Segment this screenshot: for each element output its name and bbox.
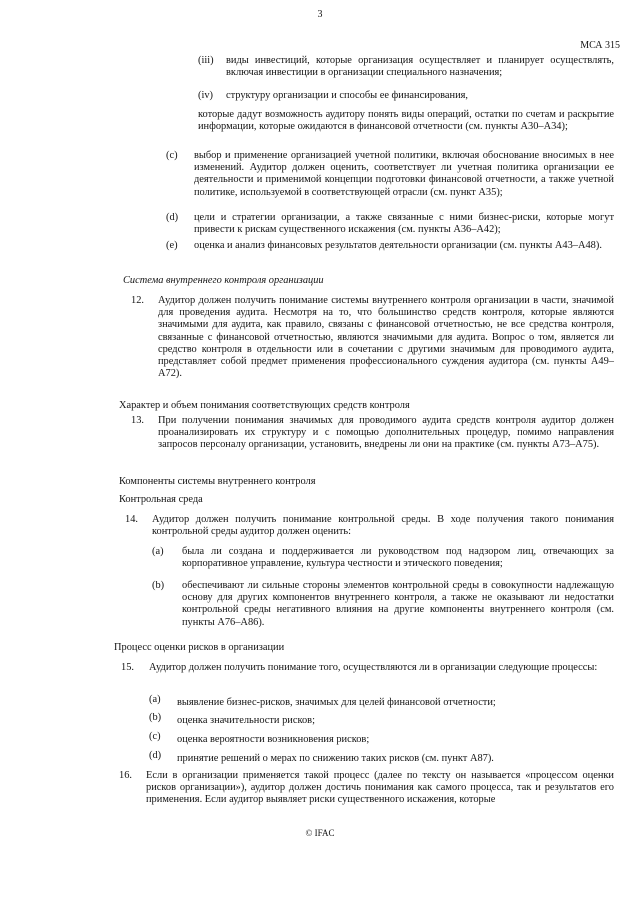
list-item-iii: виды инвестиций, которые организация осуществляет и планирует осуществлять, включая инвестиции в организации специального назначения; [226, 55, 614, 79]
list-label-15b: (b) [149, 712, 162, 723]
heading-nature-and-extent: Характер и объем понимания соответствующих средств контроля [119, 400, 410, 411]
paragraph-number-15: 15. [121, 662, 134, 673]
paragraph-16: Если в организации применяется такой процесс (далее по тексту он называется «процессом оценки рисков организации»), аудитор должен достичь понимания как самого процесса, так и результатов его применения. Если аудитор выявляет риски существенного искажения, которые [146, 770, 614, 806]
footer-copyright: © IFAC [305, 828, 335, 838]
page-number: 3 [317, 9, 323, 20]
list-item-14a: была ли создана и поддерживается ли руководством под надзором лиц, отвечающих за корпоративное управление, культура честности и этического поведения; [182, 546, 614, 570]
list-item-14b: обеспечивают ли сильные стороны элементов контрольной среды в совокупности надлежащую основу для других компонентов внутреннего контроля, а также не оказывают ли недостатки контрольной среды негативного влияния на другие компоненты внутреннего контроля (см. пункты А76–А86). [182, 580, 614, 628]
list-item-c: выбор и применение организацией учетной политики, включая обоснование вносимых в нее изменений. Аудитор должен оценить, соответствует ли учетная политика организации ее деятельности и применимой концепции подготовки финансовой отчетности, а также учетной политике, используемой в соответствующей отрасли (см. пункт А35); [194, 150, 614, 198]
list-item-15c: оценка вероятности возникновения рисков; [177, 734, 370, 745]
document-code: МСА 315 [580, 40, 620, 51]
list-label-e: (e) [166, 240, 178, 251]
list-continuation: которые дадут возможность аудитору понять виды операций, остатки по счетам и раскрытие информации, которые ожидаются в финансовой отчетности (см. пункты А30–А34); [198, 109, 614, 133]
list-item-d: цели и стратегии организации, а также связанные с ними бизнес-риски, которые могут привести к рискам существенного искажения (см. пункты А36–А42); [194, 212, 614, 236]
paragraph-12: Аудитор должен получить понимание системы внутреннего контроля организации в части, значимой для проведения аудита. Несмотря на то, что большинство средств контроля, которые являются значимыми для аудита, как правило, связаны с финансовой отчетностью, не все средства контроля, связанные с финансовой отчетностью, являются значимыми для аудита. Вопрос о том, является ли средство контроля в отдельности или в сочетании с другими значимым для проводимого аудита, представляет собой предмет применения профессионального суждения аудитора (см. пункты А49–А72). [158, 295, 614, 380]
heading-control-environment: Контрольная среда [119, 494, 203, 505]
list-label-c: (c) [166, 150, 178, 161]
list-label-14b: (b) [152, 580, 165, 591]
paragraph-13: При получении понимания значимых для проводимого аудита средств контроля аудитор должен проанализировать их структуру и с помощью дополнительных процедур, помимо направления запросов персоналу организации, установить, внедрены ли они на практике (см. пункты А73–А75). [158, 415, 614, 451]
paragraph-number-14: 14. [125, 514, 138, 525]
list-item-15a: выявление бизнес-рисков, значимых для целей финансовой отчетности; [177, 697, 496, 708]
list-label-15c: (c) [149, 731, 161, 742]
list-label-15d: (d) [149, 750, 162, 761]
list-label-15a: (a) [149, 694, 161, 705]
list-label-iii: (iii) [198, 55, 214, 66]
list-label-d: (d) [166, 212, 179, 223]
paragraph-number-13: 13. [131, 415, 144, 426]
list-label-14a: (a) [152, 546, 164, 557]
paragraph-15: Аудитор должен получить понимание того, осуществляются ли в организации следующие процессы: [149, 662, 598, 673]
list-item-15b: оценка значительности рисков; [177, 715, 315, 726]
paragraph-number-16: 16. [119, 770, 132, 781]
paragraph-14: Аудитор должен получить понимание контрольной среды. В ходе получения такого понимания контрольной среды аудитор должен оценить: [152, 514, 614, 538]
list-label-iv: (iv) [198, 90, 214, 101]
heading-components: Компоненты системы внутреннего контроля [119, 476, 316, 487]
list-item-15d: принятие решений о мерах по снижению таких рисков (см. пункт А87). [177, 753, 494, 764]
list-item-e: оценка и анализ финансовых результатов деятельности организации (см. пункты А43–А48). [194, 240, 602, 251]
paragraph-number-12: 12. [131, 295, 144, 306]
section-heading-internal-control: Система внутреннего контроля организации [123, 275, 324, 286]
heading-risk-assessment: Процесс оценки рисков в организации [114, 642, 285, 653]
list-item-iv: структуру организации и способы ее финансирования, [226, 90, 469, 101]
